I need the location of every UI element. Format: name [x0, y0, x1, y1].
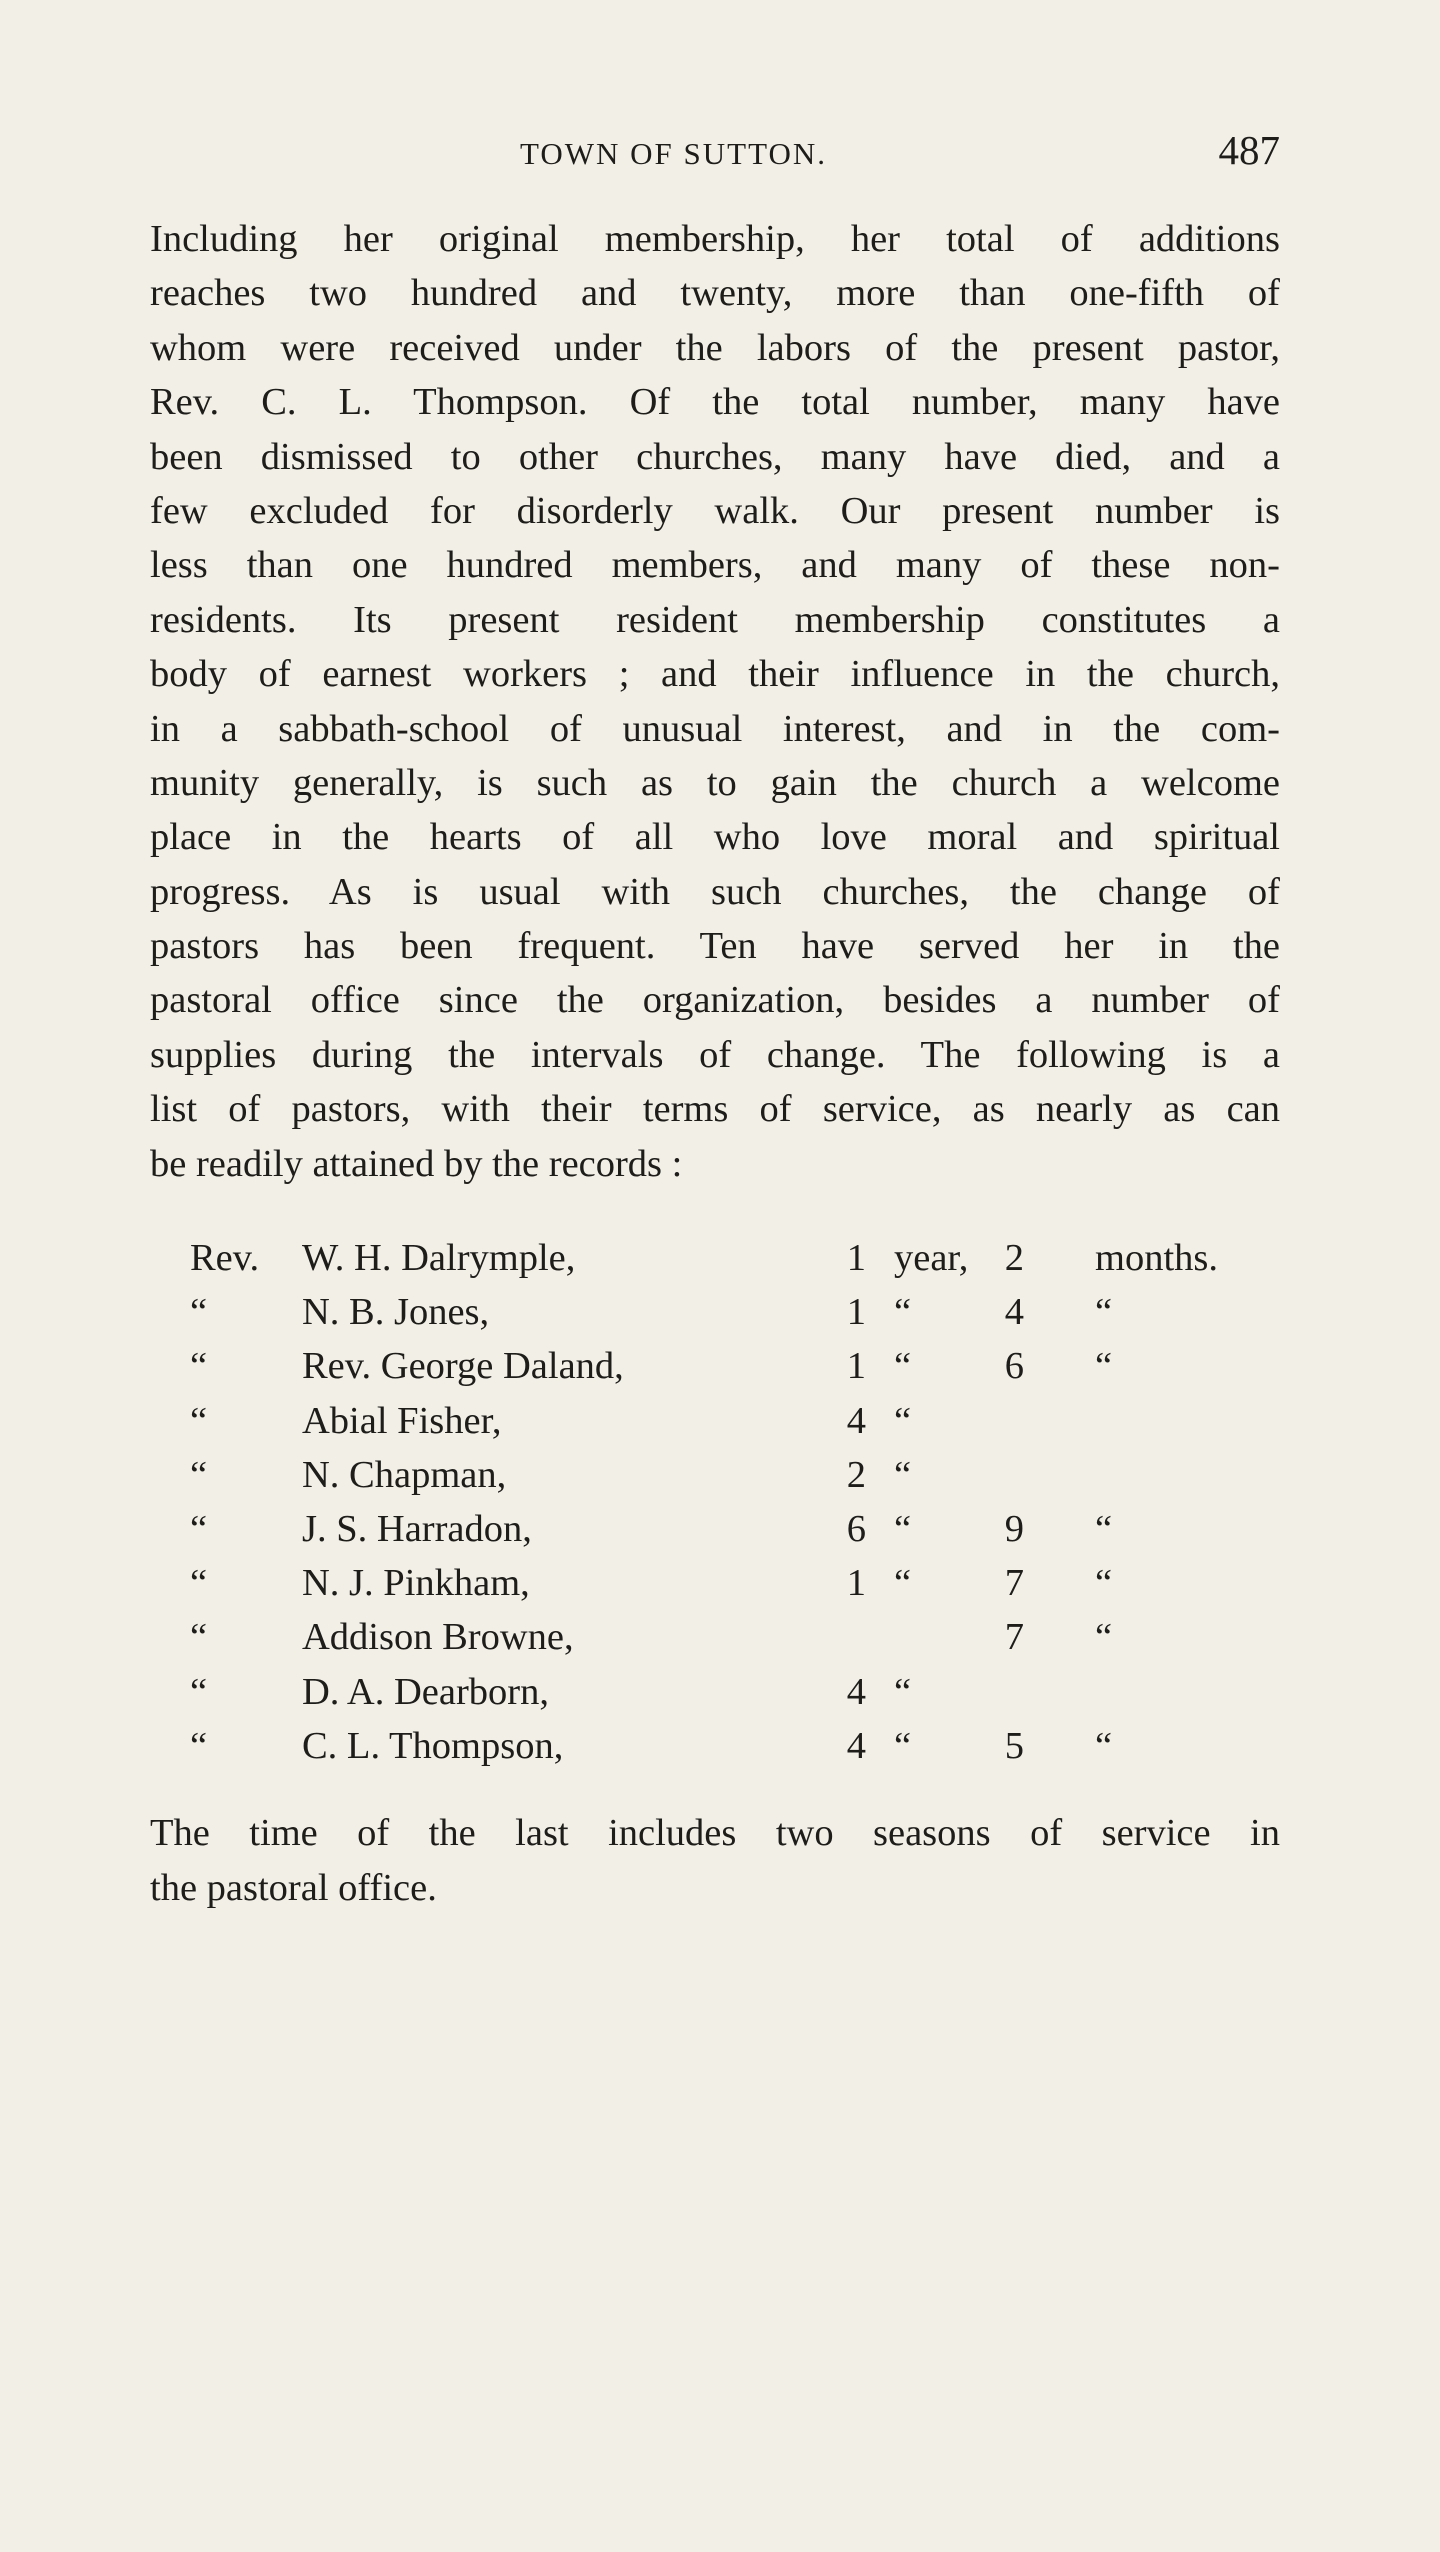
body-paragraph: [150, 212, 1280, 1191]
pastor-name: D. A. Dearborn,: [302, 1670, 549, 1713]
pastor-name: W. H. Dalrymple,: [302, 1237, 576, 1279]
pastor-row: [150, 1453, 1280, 1507]
pastor-prefix: “: [190, 1562, 208, 1605]
pastor-row: [150, 1507, 1280, 1561]
pastor-prefix: “: [190, 1670, 208, 1713]
body-line: few excluded for disorderly walk. Our present number is: [150, 489, 1280, 532]
pastor-years: 1: [846, 1291, 866, 1334]
pastor-prefix: “: [190, 1291, 208, 1334]
pastor-month-unit: months.: [1095, 1237, 1219, 1279]
pastor-month-unit: “: [1095, 1345, 1113, 1388]
pastor-name: Rev. George Daland,: [302, 1345, 624, 1388]
body-line: been dismissed to other churches, many have died, and a: [150, 435, 1280, 478]
body-line: be readily attained by the records :: [150, 1142, 683, 1185]
pastor-list: [150, 1236, 1280, 1778]
pastor-row: [150, 1615, 1280, 1669]
pastor-prefix: “: [190, 1724, 208, 1767]
body-line: residents. Its present resident membership constitutes a: [150, 598, 1280, 641]
pastor-month-unit: “: [1095, 1616, 1113, 1659]
body-line: progress. As is usual with such churches, the change of: [150, 870, 1280, 913]
pastor-name: N. B. Jones,: [302, 1291, 490, 1334]
pastor-months: 5: [1004, 1724, 1024, 1767]
pastor-year-unit: year,: [894, 1237, 969, 1279]
body-line: less than one hundred members, and many of these non-: [150, 544, 1280, 587]
pastor-year-unit: “: [894, 1291, 912, 1334]
body-line: pastors has been frequent. Ten have served her in the: [150, 925, 1280, 968]
pastor-years: 2: [846, 1453, 866, 1496]
pastor-prefix: Rev.: [190, 1237, 260, 1279]
pastor-year-unit: “: [894, 1724, 912, 1767]
pastor-row: [150, 1670, 1280, 1724]
pastor-years: 4: [846, 1399, 866, 1442]
pastor-row: [150, 1561, 1280, 1615]
pastor-months: 6: [1004, 1345, 1024, 1388]
pastor-month-unit: “: [1095, 1291, 1113, 1334]
pastor-months: 4: [1004, 1291, 1024, 1334]
pastor-month-unit: “: [1095, 1724, 1113, 1767]
pastor-name: C. L. Thompson,: [302, 1724, 564, 1767]
body-line: munity generally, is such as to gain the church a welcome: [150, 761, 1280, 804]
body-line: Including her original membership, her total of additions: [150, 218, 1280, 260]
pastor-row: [150, 1724, 1280, 1778]
pastor-years: 4: [846, 1670, 866, 1713]
body-line: place in the hearts of all who love moral and spiritual: [150, 816, 1280, 859]
pastor-months: 9: [1004, 1507, 1024, 1550]
pastor-prefix: “: [190, 1453, 208, 1496]
pastor-row: [150, 1399, 1280, 1453]
pastor-prefix: “: [190, 1399, 208, 1442]
pastor-row: [150, 1236, 1280, 1290]
pastor-month-unit: “: [1095, 1562, 1113, 1605]
pastor-months: 7: [1004, 1616, 1024, 1659]
pastor-name: J. S. Harradon,: [302, 1507, 532, 1550]
pastor-year-unit: “: [894, 1399, 912, 1442]
body-line: reaches two hundred and twenty, more than one-fifth of: [150, 272, 1280, 315]
pastor-years: 1: [846, 1345, 866, 1388]
pastor-months: 7: [1004, 1562, 1024, 1605]
pastor-name: N. J. Pinkham,: [302, 1562, 530, 1605]
pastor-year-unit: “: [894, 1345, 912, 1388]
pastor-name: Abial Fisher,: [302, 1399, 502, 1442]
body-line: in a sabbath-school of unusual interest, and in the com-: [150, 707, 1280, 750]
body-line: supplies during the intervals of change. The following is a: [150, 1033, 1280, 1076]
body-line: body of earnest workers ; and their influence in the church,: [150, 653, 1280, 696]
pastor-name: Addison Browne,: [302, 1616, 574, 1659]
pastor-prefix: “: [190, 1507, 208, 1550]
pastor-name: N. Chapman,: [302, 1453, 507, 1496]
body-line: whom were received under the labors of the present pastor,: [150, 326, 1280, 369]
pastor-row: [150, 1344, 1280, 1398]
closing-line: The time of the last includes two seasons of service in: [150, 1812, 1280, 1854]
body-line: Rev. C. L. Thompson. Of the total number, many have: [150, 381, 1280, 424]
page-number: 487: [1218, 127, 1280, 173]
running-title: TOWN OF SUTTON.: [520, 136, 828, 171]
body-line: pastoral office since the organization, besides a number of: [150, 979, 1280, 1022]
pastor-years: 4: [846, 1724, 866, 1767]
pastor-years: 6: [846, 1507, 866, 1550]
pastor-year-unit: “: [894, 1453, 912, 1496]
pastor-year-unit: “: [894, 1507, 912, 1550]
pastor-month-unit: “: [1095, 1507, 1113, 1550]
body-line: list of pastors, with their terms of service, as nearly as can: [150, 1088, 1280, 1131]
pastor-year-unit: “: [894, 1670, 912, 1713]
closing-paragraph: [150, 1806, 1280, 1916]
pastor-years: 1: [846, 1237, 866, 1279]
closing-line: the pastoral office.: [150, 1867, 437, 1909]
pastor-months: 2: [1004, 1237, 1024, 1279]
pastor-row: [150, 1290, 1280, 1344]
pastor-prefix: “: [190, 1345, 208, 1388]
pastor-year-unit: “: [894, 1562, 912, 1605]
pastor-years: 1: [846, 1562, 866, 1605]
pastor-prefix: “: [190, 1616, 208, 1659]
page-header: [150, 122, 1280, 182]
